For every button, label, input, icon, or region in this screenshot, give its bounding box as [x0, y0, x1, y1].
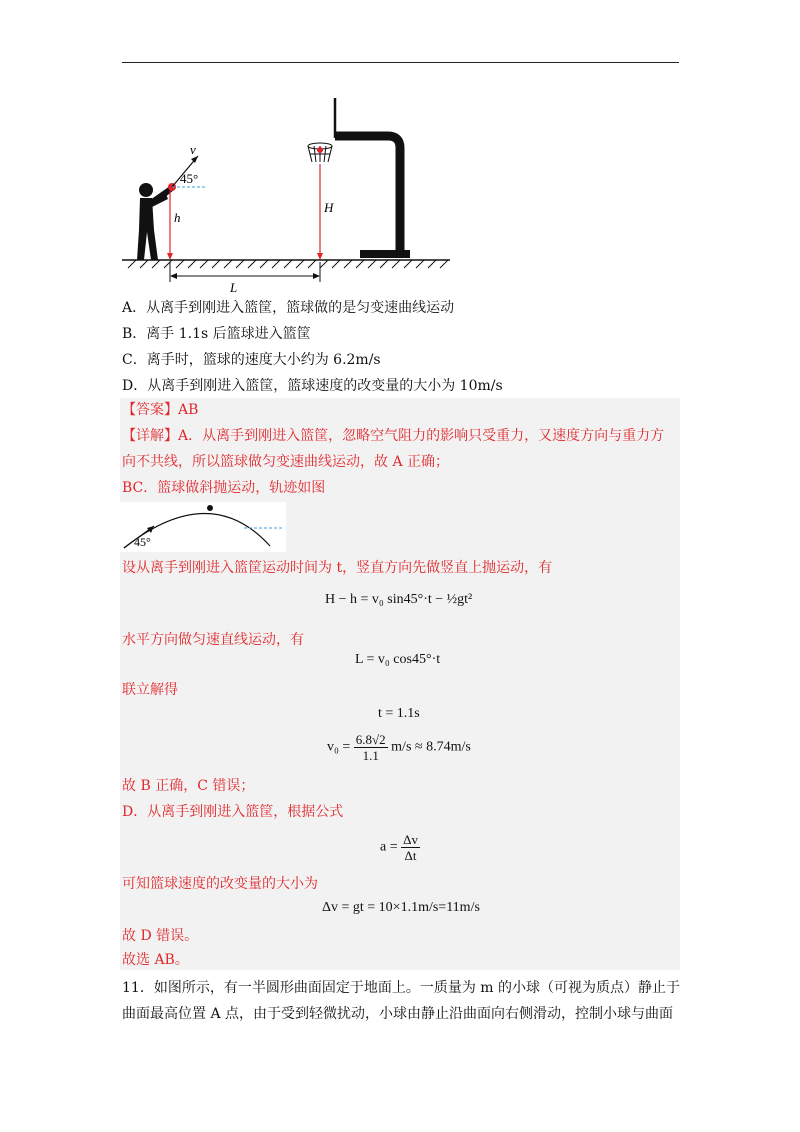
question-11-line-2: 曲面最高位置 A 点，由于受到轻微扰动，小球由静止沿曲面向右侧滑动，控制小球与曲面 [122, 1006, 674, 1022]
L-label: L [230, 280, 238, 295]
ground-hatching [128, 260, 448, 268]
equation-2: L = v₀ cos45°·t [355, 652, 441, 667]
question-11-line-1: 11．如图所示，有一半圆形曲面固定于地面上。一质量为 m 的小球（可视为质点）静止于 [122, 980, 680, 996]
H-label: H [324, 200, 334, 215]
option-a: A．从离手到刚进入篮筐，篮球做的是匀变速曲线运动 [122, 300, 455, 316]
joint-line: 联立解得 [122, 682, 178, 698]
d-line: D．从离手到刚进入篮筐，根据公式 [122, 804, 344, 820]
equation-1: H − h = v₀ sin45°·t − ½gt² [325, 592, 473, 607]
equation-5: a = $\frac{\Delta v}{\Delta t}$ [380, 832, 418, 863]
header-rule [122, 62, 679, 63]
traj-angle-label: 45° [134, 535, 151, 549]
basketball-figure [120, 90, 460, 295]
d-wrong-line: 故 D 错误。 [122, 928, 199, 944]
h-label: h [174, 210, 181, 225]
v-label: v [190, 142, 196, 157]
detail-line-1: 【详解】A．从离手到刚进入篮筐，忽略空气阻力的影响只受重力，又速度方向与重力方 [122, 428, 665, 444]
player-silhouette [137, 183, 174, 260]
detail-line-2: 向不共线，所以篮球做匀变速曲线运动，故 A 正确； [122, 454, 450, 470]
option-c: C．离手时，篮球的速度大小约为 6.2m/s [122, 352, 381, 368]
option-d: D．从离手到刚进入篮筐，篮球速度的改变量的大小为 10m/s [122, 378, 503, 394]
angle-label: 45° [180, 171, 199, 186]
time-line: 设从离手到刚进入篮筐运动时间为 t，竖直方向先做竖直上抛运动，有 [122, 560, 553, 576]
choose-line: 故选 AB。 [122, 952, 189, 968]
b-right-line: 故 B 正确，C 错误； [122, 778, 255, 794]
equation-6: Δv = gt = 10×1.1m/s=11m/s [322, 900, 480, 915]
equation-3: t = 1.1s [378, 706, 420, 721]
bc-line: BC．篮球做斜抛运动，轨迹如图 [122, 480, 326, 496]
change-line: 可知篮球速度的改变量的大小为 [122, 876, 318, 892]
equation-4: v₀ = $\frac{6.8√2}{1.1}$ m/s ≈ 8.74m/s [327, 732, 471, 763]
option-b: B．离手 1.1s 后篮球进入篮筐 [122, 326, 311, 342]
trajectory-figure [120, 502, 286, 552]
answer-line: 【答案】AB [122, 402, 199, 418]
horizontal-line: 水平方向做匀速直线运动，有 [122, 632, 304, 648]
